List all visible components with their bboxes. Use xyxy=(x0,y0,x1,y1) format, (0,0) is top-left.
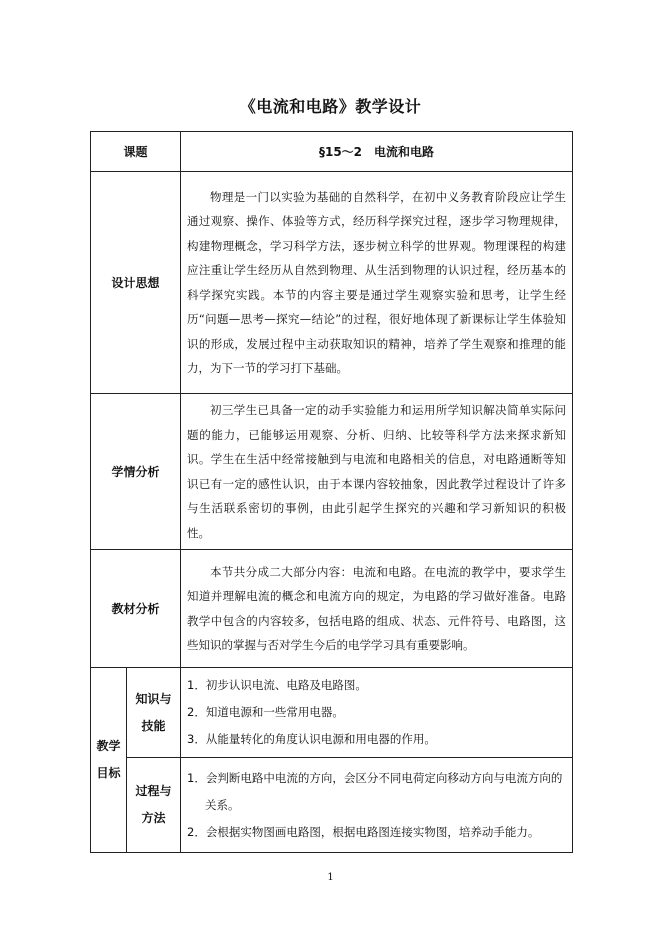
row-material-analysis xyxy=(91,550,573,668)
material-analysis-label: 教材分析 xyxy=(91,550,181,668)
material-analysis-cell xyxy=(181,550,573,668)
row-design-idea xyxy=(91,172,573,394)
list-item: 1．会判断电路中电流的方向，会区分不同电荷定向移动方向与电流方向的关系。 xyxy=(187,770,563,812)
document-title: 《电流和电路》教学设计 xyxy=(239,97,422,116)
objectives-label xyxy=(91,668,127,853)
list-item: 3．从能量转化的角度认识电源和用电器的作用。 xyxy=(187,732,436,746)
material-analysis-text: 本节共分成二大部分内容：电流和电路。在电流的教学中，要求学生知道并理解电流的概念和电流方向的规定，为电路的学习做好准备。电路教学中包含的内容较多，包括电路的组成、状态、元件符号、电路图，这些知识的掌握与否对学生今后的电学学习具有重要影响。 xyxy=(187,564,567,652)
row-objective-process xyxy=(91,758,573,853)
lesson-plan-table xyxy=(90,131,573,853)
learner-analysis-text: 初三学生已具备一定的动手实验能力和运用所学知识解决简单实际问题的能力，已能够运用观察、分析、归纳、比较等科学方法来探求新知识。学生在生活中经常接触到与电流和电路相关的信息，对电路通断等知识已有一定的感性认识，由于本课内容较抽象，因此教学过程设计了许多与生活联系密切的事例，由此引起学生探究的兴趣和学习新知识的积极性。 xyxy=(187,403,567,540)
process-list xyxy=(181,758,573,853)
row-learner-analysis xyxy=(91,394,573,550)
objectives-label-line1: 教学 xyxy=(96,739,121,753)
design-idea-cell xyxy=(181,172,573,394)
knowledge-label xyxy=(127,668,181,758)
list-item: 2．知道电源和一些常用电器。 xyxy=(187,705,344,719)
knowledge-label-line2: 技能 xyxy=(141,718,166,733)
row-objective-knowledge xyxy=(91,668,573,758)
process-label-line1: 过程与 xyxy=(135,784,172,798)
topic-value: §15～2 电流和电路 xyxy=(181,132,573,172)
learner-analysis-cell xyxy=(181,394,573,550)
process-label xyxy=(127,758,181,853)
learner-analysis-label: 学情分析 xyxy=(91,394,181,550)
knowledge-label-line1: 知识与 xyxy=(135,691,172,706)
design-idea-text: 物理是一门以实验为基础的自然科学，在初中义务教育阶段应让学生通过观察、操作、体验等方式，经历科学探究过程，逐步学习物理规律，构建物理概念，学习科学方法，逐步树立科学的世界观。物理课程的构建应注重让学生经历从自然到物理、从生活到物理的认识过程，经历基本的科学探究实践。本节的内容主要是通过学生观察实验和思考，让学生经历“问题—思考—探究—结论”的过程，很好地体现了新课标让学生体验知识的形成，发展过程中主动获取知识的精神，培养了学生观察和推理的能力，为下一节的学习打下基础。 xyxy=(187,189,567,375)
list-item: 1．初步认识电流、电路及电路图。 xyxy=(187,678,367,692)
row-topic xyxy=(91,132,573,172)
objectives-label-line2: 目标 xyxy=(96,766,121,780)
page-number: 1 xyxy=(327,872,334,883)
design-idea-label: 设计思想 xyxy=(91,172,181,394)
knowledge-list xyxy=(181,668,573,758)
topic-label: 课题 xyxy=(91,132,181,172)
list-item: 2．会根据实物图画电路图，根据电路图连接实物图，培养动手能力。 xyxy=(187,824,540,839)
process-label-line2: 方法 xyxy=(141,811,166,825)
